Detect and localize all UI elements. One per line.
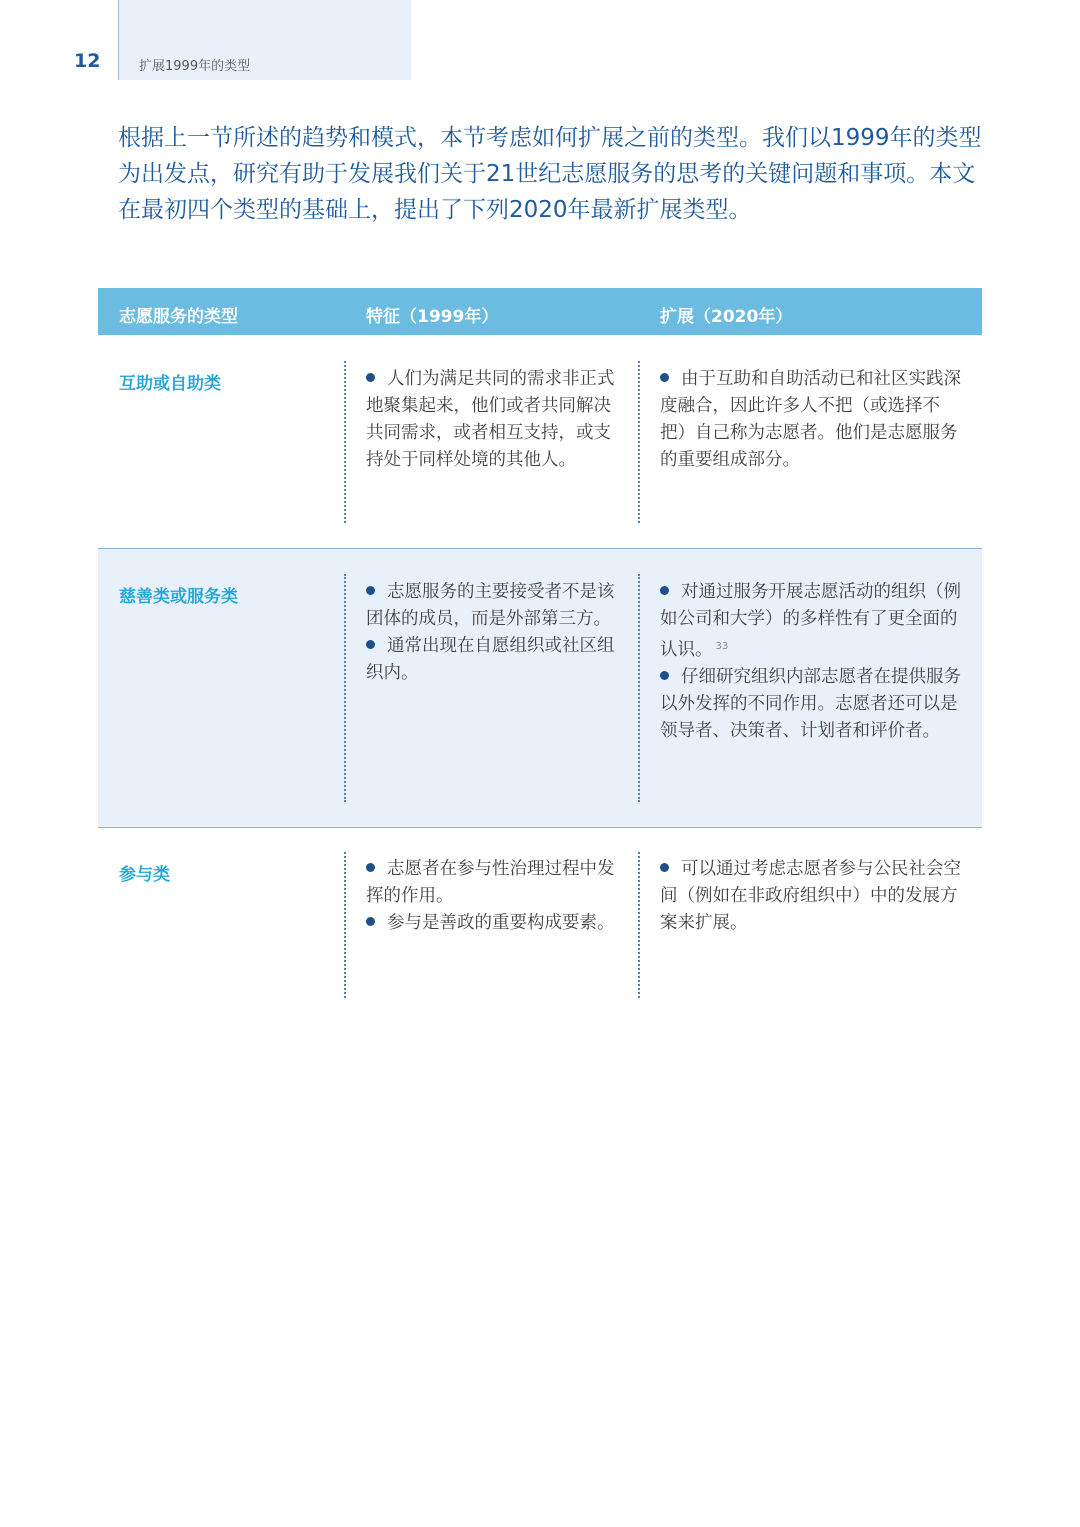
extension-item: 由于互助和自助活动已和社区实践深度融合，因此许多人不把（或选择不把）自己称为志愿者。他们是志愿服务的重要组成部分。	[660, 369, 961, 470]
extensions-cell	[660, 579, 972, 745]
column-divider	[344, 574, 346, 802]
features-cell	[366, 579, 628, 687]
column-divider	[344, 852, 346, 998]
extension-item: 可以通过考虑志愿者参与公民社会空间（例如在非政府组织中）中的发展方案来扩展。	[660, 859, 961, 933]
page-number: 12	[74, 50, 101, 72]
bullet-icon	[660, 671, 669, 680]
row-type-label: 参与类	[119, 865, 170, 885]
column-divider	[344, 361, 346, 523]
bullet-icon	[366, 917, 375, 926]
table-row	[98, 828, 982, 1008]
feature-item: 志愿者在参与性治理过程中发挥的作用。	[366, 859, 615, 906]
table-row	[98, 549, 982, 827]
bullet-icon	[366, 640, 375, 649]
column-header-features: 特征（1999年）	[366, 307, 499, 327]
bullet-icon	[366, 863, 375, 872]
column-header-extensions: 扩展（2020年）	[660, 307, 793, 327]
extensions-cell	[660, 366, 966, 474]
running-title: 扩展1999年的类型	[139, 59, 251, 74]
bullet-icon	[366, 586, 375, 595]
extension-item: 仔细研究组织内部志愿者在提供服务以外发挥的不同作用。志愿者还可以是领导者、决策者、计划者和评价者。	[660, 667, 961, 741]
table-header	[98, 288, 982, 335]
extensions-cell	[660, 856, 966, 937]
features-cell	[366, 366, 618, 474]
feature-item: 人们为满足共同的需求非正式地聚集起来，他们或者共同解决共同需求，或者相互支持，或支持处于同样处境的其他人。	[366, 369, 615, 470]
features-cell	[366, 856, 618, 937]
intro-paragraph: 根据上一节所述的趋势和模式，本节考虑如何扩展之前的类型。我们以1999年的类型为出发点，研究有助于发展我们关于21世纪志愿服务的思考的关键问题和事项。本文在最初四个类型的基础上，提出了下列2020年最新扩展类型。	[118, 125, 982, 223]
column-divider	[638, 852, 640, 998]
feature-item: 志愿服务的主要接受者不是该团体的成员，而是外部第三方。	[366, 582, 615, 629]
table-row	[98, 335, 982, 548]
bullet-icon	[660, 373, 669, 382]
feature-item: 通常出现在自愿组织或社区组织内。	[366, 636, 615, 683]
footnote-reference[interactable]: 33	[715, 641, 729, 652]
bullet-icon	[366, 373, 375, 382]
row-type-label: 互助或自助类	[119, 374, 221, 394]
feature-item: 参与是善政的重要构成要素。	[366, 910, 618, 937]
row-type-label: 慈善类或服务类	[119, 587, 238, 607]
extension-item: 对通过服务开展志愿活动的组织（例如公司和大学）的多样性有了更全面的认识。 $^{33}$	[660, 582, 961, 660]
bullet-icon	[660, 863, 669, 872]
column-divider	[638, 574, 640, 802]
column-divider	[638, 361, 640, 523]
header-rule	[118, 0, 119, 80]
bullet-icon	[660, 586, 669, 595]
column-header-type: 志愿服务的类型	[119, 307, 238, 327]
